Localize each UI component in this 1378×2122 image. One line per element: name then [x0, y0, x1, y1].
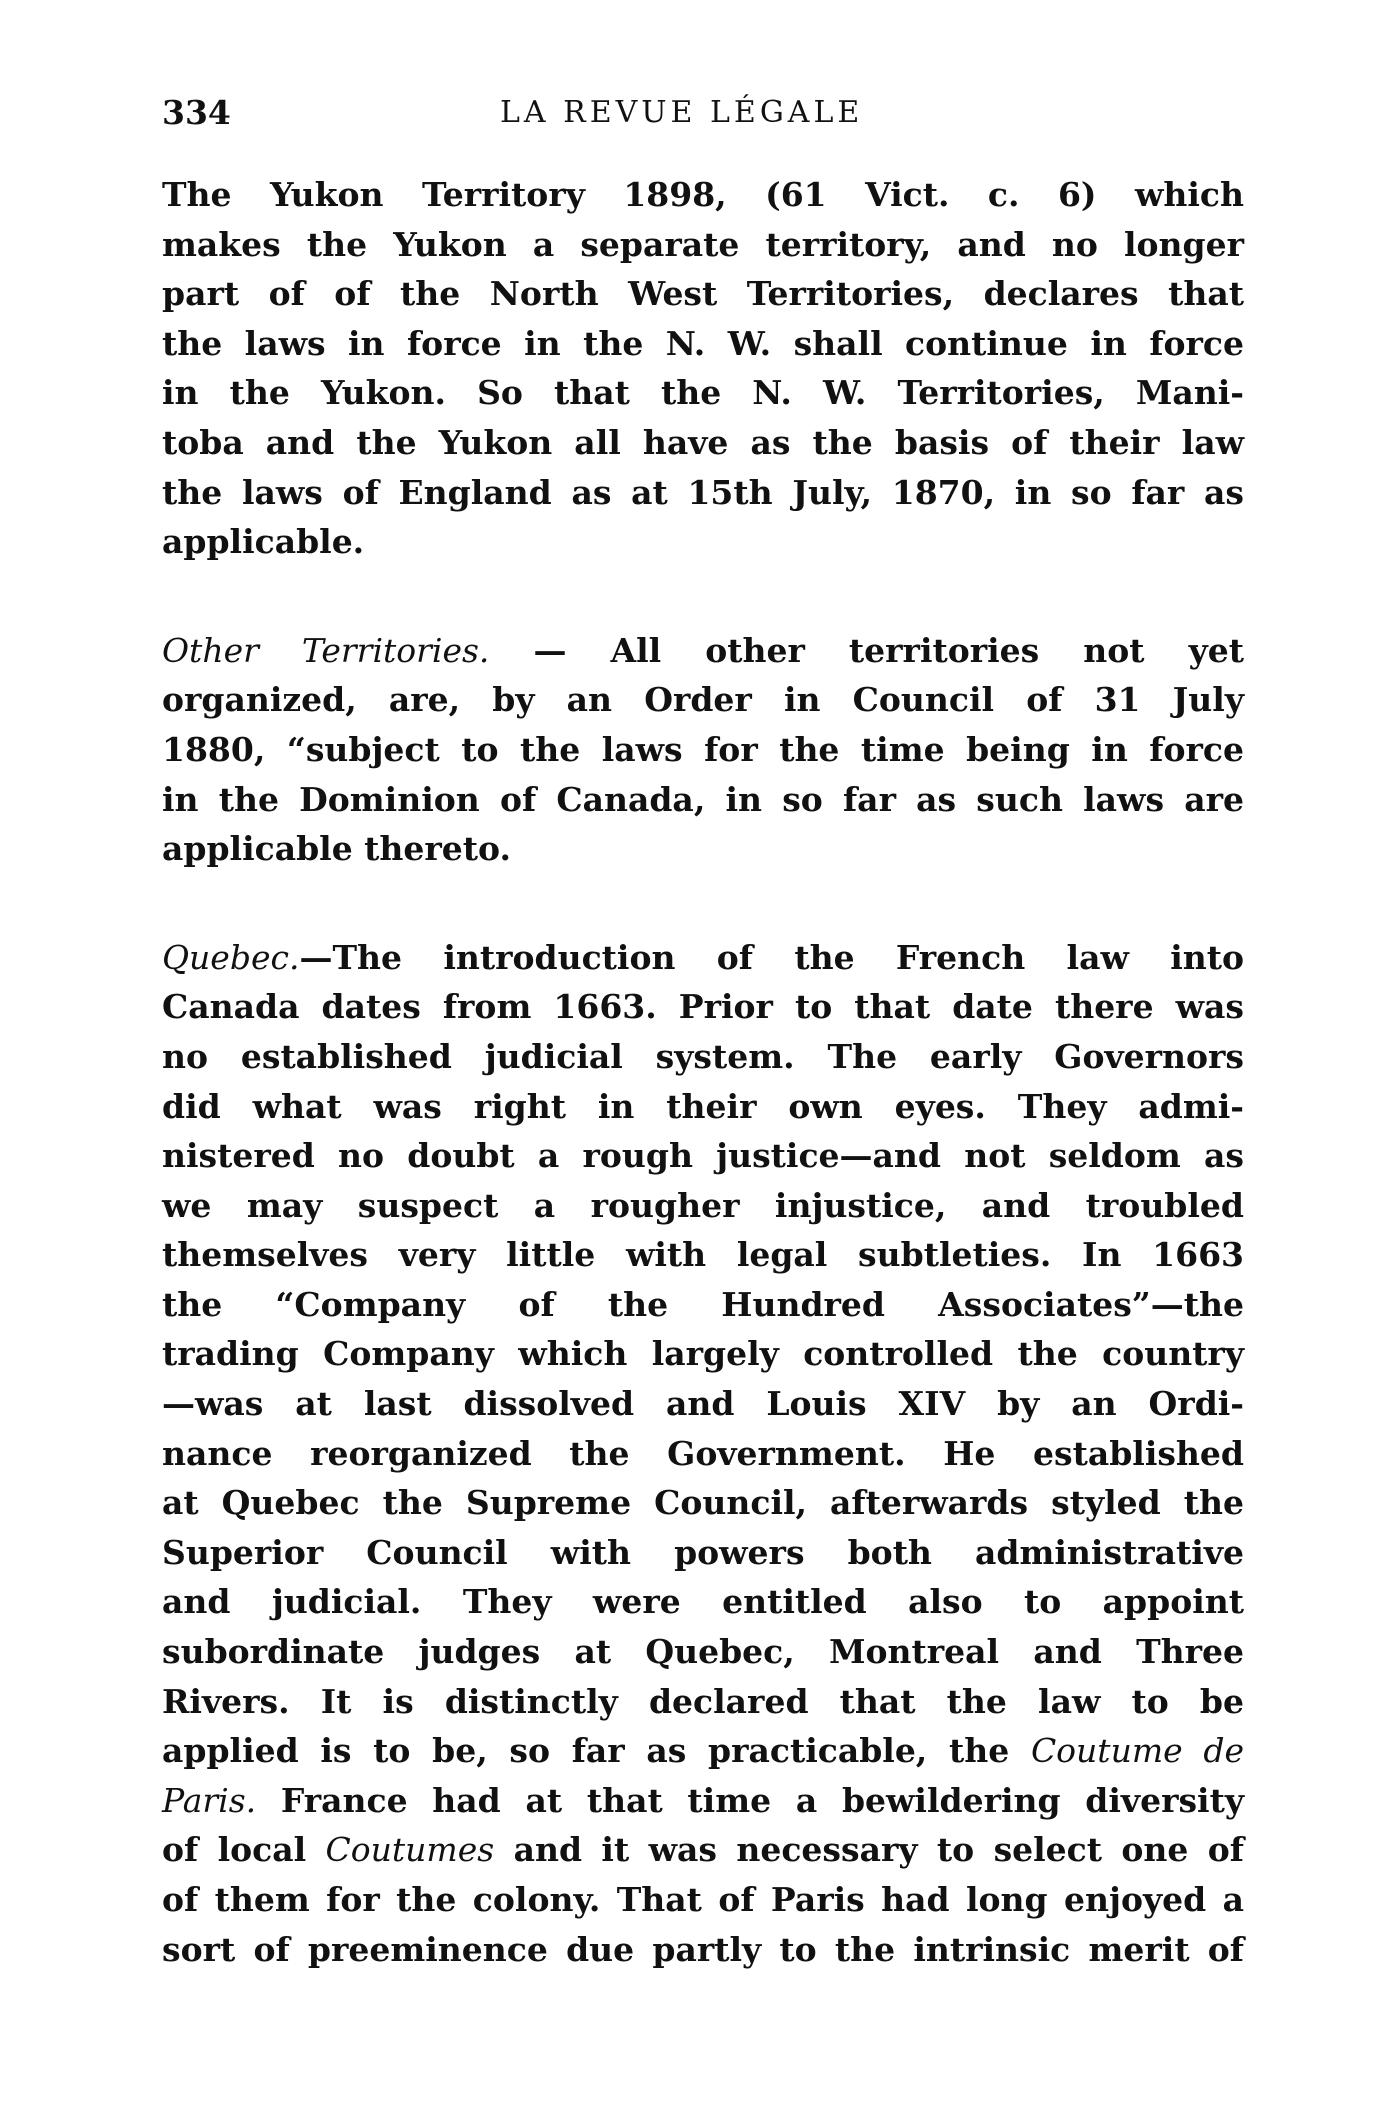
text-line: sort of preeminence due partly to the intrinsic merit of [162, 1929, 1244, 1969]
text-line: the “Company of the Hundred Associates”—the [162, 1284, 1244, 1324]
text-line: nistered no doubt a rough justice—and not seldom as [162, 1136, 1244, 1176]
text-line [162, 1825, 1244, 1875]
text-fragment: —The introduction of the French law into [299, 937, 1244, 977]
italic-term-paris: Paris. [162, 1780, 257, 1820]
text-line: 1880, “subject to the laws for the time being in force [162, 729, 1244, 769]
text-fragment: and it was necessary to select one of [494, 1830, 1244, 1870]
section-heading-quebec: Quebec. [162, 937, 300, 977]
text-line: of them for the colony. That of Paris had long enjoyed a [162, 1880, 1244, 1919]
text-line [162, 933, 1244, 983]
text-line: at Quebec the Supreme Council, afterwards styled the [162, 1483, 1244, 1523]
text-line: Canada dates from 1663. Prior to that date there was [162, 987, 1244, 1027]
body-text [162, 170, 1244, 1974]
text-line: and judicial. They were entitled also to appoint [162, 1582, 1244, 1622]
text-line [162, 1726, 1244, 1776]
paragraph-quebec [162, 933, 1244, 1974]
text-line: did what was right in their own eyes. They admi- [162, 1086, 1244, 1126]
text-line: toba and the Yukon all have as the basis of their law [162, 422, 1244, 462]
text-line: makes the Yukon a separate territory, and no longer [162, 224, 1244, 264]
text-fragment: applied is to be, so far as practicable, the [162, 1731, 1031, 1771]
text-line: applicable thereto. [162, 829, 511, 869]
paragraph-other-territories [162, 626, 1244, 874]
paragraph-gap [162, 874, 1244, 933]
text-line: the laws in force in the N. W. shall continue in force [162, 323, 1244, 363]
italic-term-coutumes: Coutumes [325, 1830, 495, 1870]
text-line: we may suspect a rougher injustice, and troubled [162, 1185, 1244, 1225]
text-line: —was at last dissolved and Louis XIV by an Ordi- [162, 1384, 1244, 1424]
page-header [162, 88, 1242, 138]
text-line [162, 1776, 1244, 1826]
text-line: trading Company which largely controlled the country [162, 1334, 1244, 1374]
text-line: Rivers. It is distinctly declared that the law to be [162, 1681, 1244, 1721]
section-heading-other-territories: Other Territories. [162, 630, 490, 670]
text-line: themselves very little with legal subtleties. In 1663 [162, 1235, 1244, 1275]
text-fragment: of local [162, 1830, 326, 1870]
text-line: organized, are, by an Order in Council of 31 July [162, 680, 1244, 720]
text-line: applicable. [162, 522, 365, 562]
italic-term-coutume-de: Coutume de [1030, 1731, 1244, 1771]
text-line: subordinate judges at Quebec, Montreal and Three [162, 1632, 1244, 1672]
text-line: part of of the North West Territories, declares that [162, 274, 1244, 314]
text-fragment: — All other territories not yet [489, 630, 1244, 670]
text-line: The Yukon Territory 1898, (61 Vict. c. 6) which [162, 175, 1244, 214]
text-line: nance reorganized the Government. He established [162, 1433, 1244, 1473]
text-line: the laws of England as at 15th July, 1870, in so far as [162, 472, 1244, 512]
text-line: in the Dominion of Canada, in so far as such laws are [162, 779, 1244, 819]
paragraph-yukon [162, 170, 1244, 567]
running-head: LA REVUE LÉGALE [500, 95, 864, 130]
page-number: 334 [162, 93, 231, 132]
text-line: in the Yukon. So that the N. W. Territories, Mani- [162, 373, 1244, 413]
text-fragment: France had at that time a bewildering diversity [256, 1780, 1244, 1820]
text-line [162, 626, 1244, 676]
text-line: Superior Council with powers both administrative [162, 1532, 1244, 1572]
text-line: no established judicial system. The early Governors [162, 1036, 1244, 1076]
paragraph-gap [162, 567, 1244, 626]
